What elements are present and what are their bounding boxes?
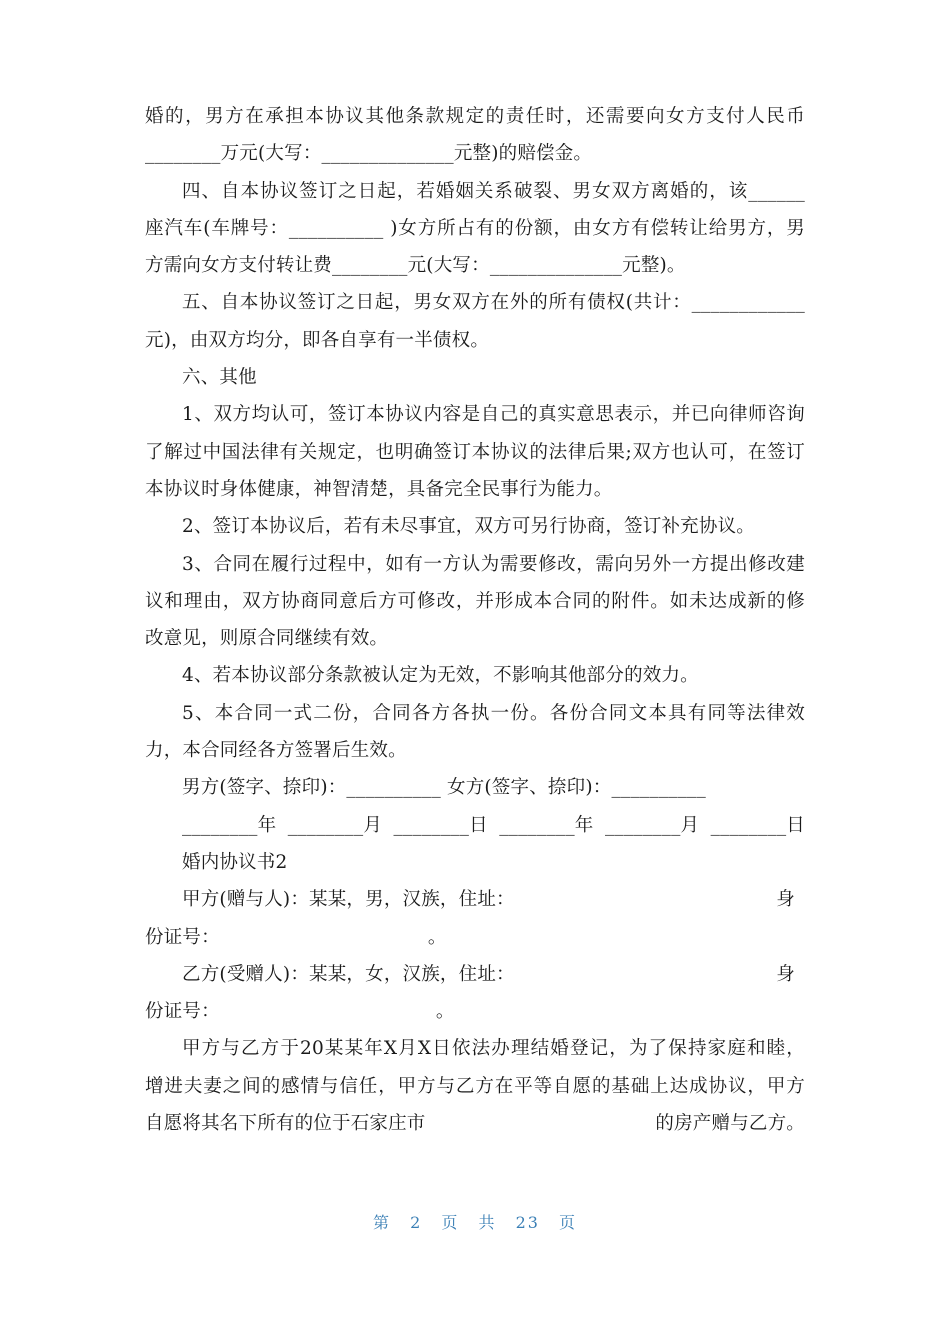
- date-field: ________月: [604, 814, 700, 836]
- section-heading: 六、其他: [182, 367, 257, 389]
- paragraph-line: 力，本合同经各方签署后生效。: [145, 740, 407, 762]
- paragraph-line: 元)，由双方均分，即各自享有一半债权。: [145, 329, 490, 351]
- date-field: ________年: [499, 814, 594, 836]
- paragraph-line: 5、本合同一式二份，合同各方各执一份。各份合同文本具有同等法律效: [182, 702, 805, 724]
- paragraph-line: 1、双方均认可，签订本协议内容是自己的真实意思表示，并已向律师咨询: [182, 404, 805, 426]
- id-end: 。: [435, 1001, 455, 1023]
- party-b-info: 乙方(受赠人)：某某，女，汉族，住址：: [182, 963, 515, 985]
- footer-label-of: 页: [441, 1213, 460, 1232]
- party-a-info: 甲方(赠与人)：某某，男，汉族，住址：: [182, 889, 515, 911]
- party-b-id-line: [145, 993, 805, 1030]
- party-b-line: [145, 956, 805, 993]
- id-label: 份证号：: [145, 926, 220, 948]
- footer-label-page: 第: [372, 1213, 391, 1232]
- id-end: 。: [427, 926, 447, 948]
- address-tail: 的房产赠与乙方。: [655, 1113, 805, 1135]
- party-b-id-start: 身: [776, 963, 795, 985]
- paragraph-line: 甲方与乙方于20某某年X月X日依法办理结婚登记，为了保持家庭和睦，: [182, 1038, 805, 1060]
- paragraph-line: 增进夫妻之间的感情与信任，甲方与乙方在平等自愿的基础上达成协议，甲方: [145, 1075, 805, 1097]
- id-label: 份证号：: [145, 1001, 220, 1023]
- paragraph-line: 四、自本协议签订之日起，若婚姻关系破裂、男女双方离婚的，该______: [182, 180, 805, 202]
- paragraph-line: 改意见，则原合同继续有效。: [145, 628, 389, 650]
- total-pages-number: 23: [515, 1213, 540, 1232]
- party-a-id-line: [145, 919, 805, 956]
- document-page: [145, 98, 805, 1142]
- date-field: ________年: [182, 814, 277, 836]
- paragraph-line: ________万元(大写：______________元整)的赔偿金。: [145, 143, 593, 165]
- paragraph-line: 了解过中国法律有关规定，也明确签订本协议的法律后果;双方也认可，在签订: [145, 441, 805, 463]
- paragraph-line: 3、合同在履行过程中，如有一方认为需要修改，需向另外一方提出修改建: [182, 553, 805, 575]
- paragraph-line: 座汽车(车牌号：__________ )女方所占有的份额，由女方有偿转让给男方，男: [145, 217, 805, 239]
- date-row: [145, 807, 805, 844]
- party-a-line: [145, 881, 805, 918]
- paragraph-line: 婚的，男方在承担本协议其他条款规定的责任时，还需要向女方支付人民币: [145, 106, 805, 127]
- page-footer: [0, 1210, 950, 1233]
- party-a-id-start: 身: [776, 889, 795, 911]
- date-field: ________月: [287, 814, 383, 836]
- footer-label-total: 共: [478, 1213, 497, 1232]
- paragraph-line: 方需向女方支付转让费________元(大写：______________元整)。: [145, 255, 686, 277]
- paragraph-line: 议和理由，双方协商同意后方可修改，并形成本合同的附件。如未达成新的修: [145, 590, 805, 612]
- paragraph-line: 本协议时身体健康，神智清楚，具备完全民事行为能力。: [145, 478, 613, 500]
- date-field: ________日: [393, 814, 488, 836]
- signature-line: 男方(签字、捺印)：__________ 女方(签字、捺印)：__________: [182, 777, 706, 799]
- section-title: 婚内协议书2: [182, 851, 288, 873]
- paragraph-line: [145, 1105, 805, 1142]
- paragraph-line: 五、自本协议签订之日起，男女双方在外的所有债权(共计：____________: [182, 292, 805, 314]
- paragraph-line: 2、签订本协议后，若有未尽事宜，双方可另行协商，签订补充协议。: [182, 516, 755, 538]
- current-page-number: 2: [410, 1213, 423, 1232]
- date-field: ________日: [710, 814, 805, 836]
- footer-label-end: 页: [559, 1213, 578, 1232]
- address-lead: 自愿将其名下所有的位于石家庄市: [145, 1113, 426, 1135]
- paragraph-line: 4、若本协议部分条款被认定为无效，不影响其他部分的效力。: [182, 665, 699, 687]
